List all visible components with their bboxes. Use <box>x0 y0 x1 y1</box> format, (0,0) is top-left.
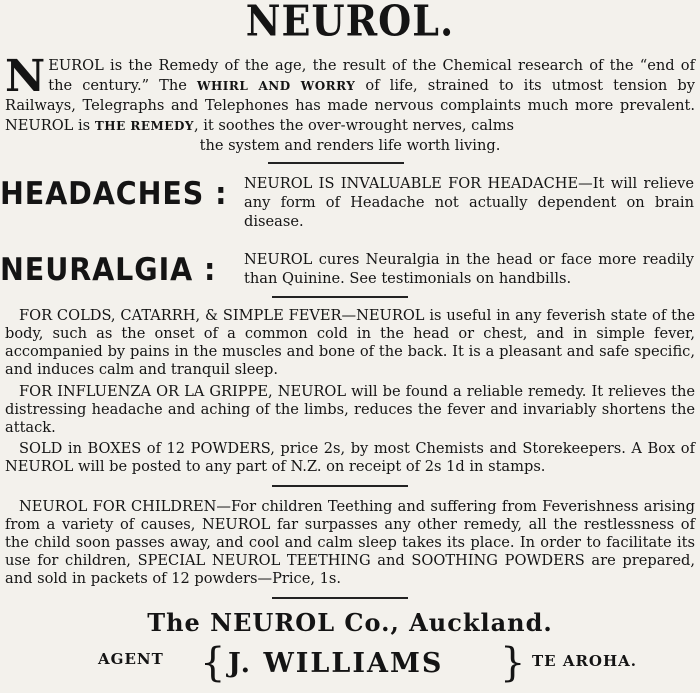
intro-text-1: EUROL is the Remedy of the age, the result of the Chemical research of the “end of the century.” The <box>48 57 695 94</box>
page-title: NEUROL. <box>245 0 455 46</box>
intro-text-3: , it soothes the over-wrought nerves, calms <box>193 116 515 134</box>
left-brace-icon: { <box>200 640 226 686</box>
intro-emphasis-2: THE REMEDY <box>94 118 194 133</box>
intro-last-line: the system and renders life worth living. <box>199 137 501 154</box>
intro-emphasis-1: WHIRL AND WORRY <box>196 78 356 93</box>
neuralgia-heading: NEURALGIA : <box>0 252 217 288</box>
divider-rule <box>272 296 408 298</box>
intro-text-2: of life, strained to its utmost tension by Railways, Telegraphs and Telephones has made nervous complaints much more prevalent. NEUROL is <box>5 76 695 134</box>
intro-dropcap: N <box>5 51 46 102</box>
intro-paragraph <box>5 51 695 156</box>
headaches-text: NEUROL IS INVALUABLE FOR HEADACHE—It will relieve any form of Headache not actually dependent on brain disease. <box>244 175 694 230</box>
sold-paragraph: SOLD in BOXES of 12 POWDERS, price 2s, by most Chemists and Storekeepers. A Box of NEUROL will be posted to any part of N.Z. on receipt of 2s 1d in stamps. <box>5 440 695 475</box>
right-brace-icon: } <box>500 640 526 686</box>
headaches-heading: HEADACHES : <box>0 176 228 212</box>
company-name: The NEUROL Co., Auckland. <box>147 608 553 637</box>
divider-rule <box>272 485 408 487</box>
agent-place: TE AROHA. <box>532 652 638 670</box>
neuralgia-text: NEUROL cures Neuralgia in the head or face more readily than Quinine. See testimonials on handbills. <box>244 251 694 287</box>
divider-rule <box>268 162 404 164</box>
agent-name: J. WILLIAMS <box>228 648 444 679</box>
children-paragraph: NEUROL FOR CHILDREN—For children Teething and suffering from Feverishness arising from a variety of causes, NEUROL far surpasses any other remedy, all the restlessness of the child soon passes away, and cool and calm sleep takes its place. In order to facilitate its use for children, SPECIAL NEUROL TEETHING and SOOTHING POWDERS are prepared, and sold in packets of 12 powders—Price, 1s. <box>5 498 695 587</box>
agent-label: AGENT <box>98 650 164 668</box>
colds-paragraph: FOR COLDS, CATARRH, & SIMPLE FEVER—NEUROL is useful in any feverish state of the body, such as the onset of a common cold in the head or chest, and in simple fever, accompanied by pains in the muscles and bone of the back. It is a pleasant and safe specific, and induces calm and tranquil sleep. <box>5 307 695 378</box>
influenza-paragraph: FOR INFLUENZA OR LA GRIPPE, NEUROL will be found a reliable remedy. It relieves the distressing headache and aching of the limbs, reduces the fever and invariably shortens the attack. <box>5 383 695 436</box>
divider-rule <box>272 597 408 599</box>
